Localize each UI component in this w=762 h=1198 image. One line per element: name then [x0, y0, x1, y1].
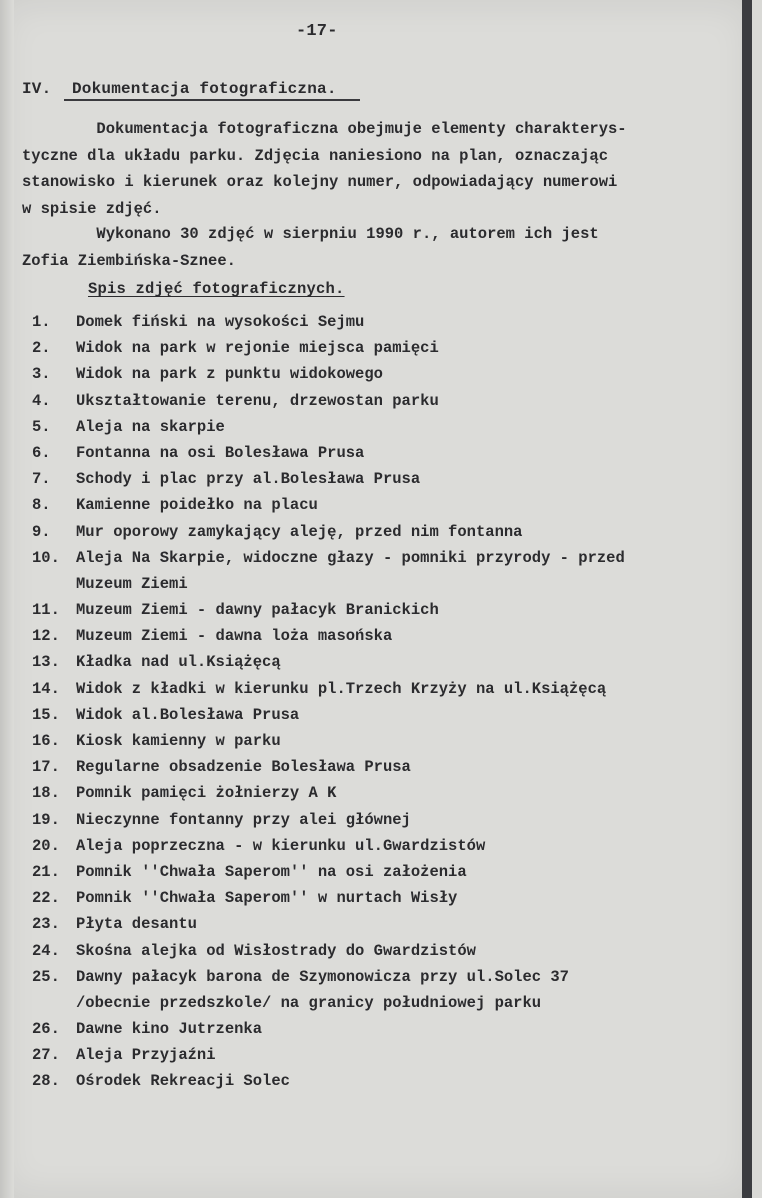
list-item-number: 10. [32, 548, 60, 567]
paragraph-2 [22, 221, 722, 274]
list-item [22, 1068, 722, 1094]
page-right-edge [742, 0, 752, 1198]
page-left-shadow [0, 0, 14, 1198]
list-item [22, 623, 722, 649]
list-item-number: 2. [32, 339, 51, 358]
list-item-text: Muzeum Ziemi [76, 574, 188, 593]
list-item-text: Pomnik ''Chwała Saperom'' w nurtach Wisły [76, 889, 458, 908]
list-item-text: Domek fiński na wysokości Sejmu [76, 313, 365, 331]
list-item-text: Widok na park w rejonie miejsca pamięci [76, 339, 439, 358]
list-item [22, 911, 722, 937]
list-item [22, 754, 722, 780]
list-item-text: Aleja poprzeczna - w kierunku ul.Gwardzistów [76, 836, 486, 855]
list-item-number: 8. [32, 496, 51, 515]
list-item [22, 361, 722, 387]
list-item [22, 492, 722, 518]
list-item-number: 24. [32, 941, 60, 960]
list-item-number: 9. [32, 522, 51, 541]
list-item [22, 545, 722, 597]
list-item-number: 3. [32, 365, 51, 384]
list-item [22, 466, 722, 492]
list-item-text: Widok al.Bolesława Prusa [76, 705, 300, 724]
list-item [22, 597, 722, 623]
list-item-number: 22. [32, 889, 60, 908]
list-item-text: Pomnik pamięci żołnierzy A K [76, 784, 337, 803]
list-item-number: 12. [32, 627, 60, 646]
list-item [22, 1016, 722, 1042]
section-title: Dokumentacja fotograficzna. [72, 80, 337, 98]
list-item [22, 414, 722, 440]
section-title-underline [64, 99, 360, 101]
list-item-text: Widok z kładki w kierunku pl.Trzech Krzyży na ul.Książęcą [76, 679, 607, 698]
list-item-text: Mur oporowy zamykający aleję, przed nim fontanna [76, 522, 523, 541]
list-item [22, 388, 722, 414]
paragraph-1 [22, 116, 722, 222]
list-item-number: 5. [32, 417, 51, 436]
list-item-text: Muzeum Ziemi - dawny pałacyk Branickich [76, 601, 439, 620]
list-item-text: Dawne kino Jutrzenka [76, 1020, 263, 1039]
page-number: -17- [296, 22, 338, 41]
list-item [22, 728, 722, 754]
list-item-text: Regularne obsadzenie Bolesława Prusa [76, 758, 411, 777]
list-item-text: Muzeum Ziemi - dawna loża masońska [76, 627, 393, 646]
list-item-number: 18. [32, 784, 60, 803]
list-item-text: Schody i plac przy al.Bolesława Prusa [76, 470, 421, 489]
list-item [22, 649, 722, 675]
list-item-text: Płyta desantu [76, 915, 197, 934]
list-item-number: 13. [32, 653, 60, 672]
list-item-text: Kiosk kamienny w parku [76, 732, 281, 751]
list-item [22, 1042, 722, 1068]
list-item [22, 807, 722, 833]
list-item-text: Ukształtowanie terenu, drzewostan parku [76, 391, 439, 410]
list-item-text: Nieczynne fontanny przy alei głównej [76, 810, 411, 829]
list-item-text: Aleja Przyjaźni [76, 1046, 216, 1065]
list-item-number: 20. [32, 836, 60, 855]
list-item-number: 27. [32, 1046, 60, 1065]
paragraph-2-line: Wykonano 30 zdjęć w sierpniu 1990 r., autorem ich jest [22, 225, 599, 243]
photo-list [22, 309, 722, 1095]
paragraph-1-line: w spisie zdjęć. [22, 199, 162, 218]
list-item-number: 1. [32, 313, 51, 331]
list-item [22, 440, 722, 466]
list-item-text: /obecnie przedszkole/ na granicy południowej parku [76, 993, 542, 1012]
list-item-number: 7. [32, 470, 51, 489]
list-item-number: 15. [32, 705, 60, 724]
list-item-number: 17. [32, 758, 60, 777]
paragraph-1-line: Dokumentacja fotograficzna obejmuje elementy charakterys- [22, 120, 627, 138]
list-item-text: Fontanna na osi Bolesława Prusa [76, 443, 365, 462]
list-item [22, 938, 722, 964]
list-item [22, 335, 722, 361]
list-item-number: 16. [32, 732, 60, 751]
paragraph-1-line: tyczne dla układu parku. Zdjęcia naniesiono na plan, oznaczając [22, 146, 608, 165]
list-item-text: Widok na park z punktu widokowego [76, 365, 383, 384]
list-item-number: 26. [32, 1020, 60, 1039]
list-item-number: 25. [32, 967, 60, 986]
list-item [22, 702, 722, 728]
list-item-text: Kamienne poidełko na placu [76, 496, 318, 515]
paragraph-1-line: stanowisko i kierunek oraz kolejny numer, odpowiadający numerowi [22, 173, 618, 191]
list-item-text: Aleja na skarpie [76, 417, 225, 436]
list-item-text: Pomnik ''Chwała Saperom'' na osi założenia [76, 862, 467, 881]
list-item [22, 676, 722, 702]
list-item [22, 859, 722, 885]
list-item [22, 964, 722, 1016]
list-title: Spis zdjęć fotograficznych. [88, 280, 345, 298]
list-item [22, 885, 722, 911]
list-item-number: 4. [32, 391, 51, 410]
list-item [22, 519, 722, 545]
list-item-text: Kładka nad ul.Książęcą [76, 653, 281, 672]
list-item [22, 309, 722, 335]
list-item-number: 11. [32, 601, 60, 620]
list-item-text: Ośrodek Rekreacji Solec [76, 1072, 290, 1091]
list-item-number: 19. [32, 810, 60, 829]
list-item-text: Aleja Na Skarpie, widoczne głazy - pomniki przyrody - przed [76, 548, 625, 567]
section-number: IV. [22, 80, 52, 98]
list-item-number: 28. [32, 1072, 60, 1091]
list-item-number: 23. [32, 915, 60, 934]
paragraph-2-line: Zofia Ziembińska-Sznee. [22, 251, 236, 270]
list-item-number: 21. [32, 862, 60, 881]
list-item-number: 6. [32, 443, 51, 462]
list-item [22, 833, 722, 859]
list-item-number: 14. [32, 679, 60, 698]
list-item [22, 780, 722, 806]
list-item-text: Dawny pałacyk barona de Szymonowicza przy ul.Solec 37 [76, 967, 569, 986]
list-item-text: Skośna alejka od Wisłostrady do Gwardzistów [76, 941, 476, 960]
